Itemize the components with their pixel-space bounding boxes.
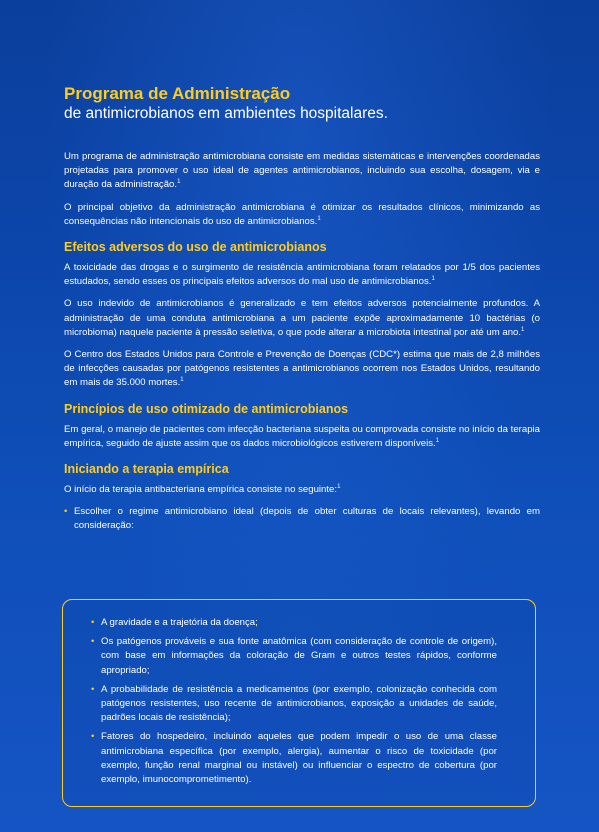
section-heading-principles: Princípios de uso otimizado de antimicrobianos <box>64 401 349 416</box>
bullet-icon: • <box>91 731 95 743</box>
reference-marker: 1 <box>435 437 440 444</box>
list-item: • Escolher o regime antimicrobiano ideal (depois de obter culturas de locais relevantes), levando em consideração: <box>64 506 540 532</box>
page-subtitle: de antimicrobianos em ambientes hospitalares. <box>64 105 388 122</box>
intro-paragraph-2: O principal objetivo da administração antimicrobiana é otimizar os resultados clínicos, minimizando as consequências não intencionais do uso de antimicrobianos.$^1$ <box>64 201 540 227</box>
document-page <box>64 84 540 540</box>
section-heading-effects: Efeitos adversos do uso de antimicrobianos <box>64 240 327 255</box>
reference-marker: 1 <box>180 377 184 384</box>
considerations-box <box>62 599 536 807</box>
principles-paragraph: Em geral, o manejo de pacientes com infecção bacteriana suspeita ou comprovada consiste no início da terapia empírica, seguido de ajuste assim que os dados microbiológicos estiverem disponíveis.$^1$ <box>64 423 540 449</box>
reference-marker: 1 <box>337 483 341 490</box>
bullet-icon: • <box>91 636 95 648</box>
empiric-list <box>64 505 540 533</box>
effects-paragraph-2: O uso indevido de antimicrobianos é generalizado e tem efeitos adversos potencialmente profundos. A administração de uma conduta antimicrobiana a um paciente expõe aproximadamente 10 bactérias (o microbioma) naquele paciente à pressão seletiva, o que pode alterar a microbiota intestinal por até um ano.$^1$ <box>64 298 540 338</box>
list-item: • A probabilidade de resistência a medicamentos (por exemplo, colonização conhecida com patógenos resistentes, uso recente de antimicrobianos, exposição a unidades de saúde, padrões locais de resistência); <box>91 683 497 724</box>
reference-marker: 1 <box>521 326 525 333</box>
reference-marker: 1 <box>317 215 321 222</box>
bullet-icon: • <box>91 617 95 628</box>
bullet-icon: • <box>91 683 95 695</box>
page-title: Programa de Administração <box>64 84 291 103</box>
list-item: • Fatores do hospedeiro, incluindo aqueles que podem impedir o uso de uma classe antimicrobiana específica (por exemplo, alergia), aumentar o risco de toxicidade (por exemplo, função renal marginal ou instável) ou influenciar o espectro de cobertura (por exemplo, imunocomprometimento). <box>91 731 497 786</box>
intro-paragraph-1: Um programa de administração antimicrobiana consiste em medidas sistemáticas e intervenções coordenadas projetadas para promover o uso ideal de agentes antimicrobianos, incluindo sua escolha, dosagem, via e duração da administração.$^1$ <box>64 151 540 191</box>
considerations-list <box>91 616 497 787</box>
reference-marker: 1 <box>431 276 435 283</box>
empiric-lead: O início da terapia antibacteriana empírica consiste no seguinte:$^1$ <box>64 483 341 496</box>
effects-paragraph-3: O Centro dos Estados Unidos para Controle e Prevenção de Doenças (CDC*) estima que mais de 2,8 milhões de infecções causadas por patógenos resistentes a antimicrobianos ocorrem nos Estados Unidos, resultando em mais de 35.000 mortes.$^1$ <box>64 349 540 389</box>
section-heading-empiric: Iniciando a terapia empírica <box>64 462 229 477</box>
bullet-icon: • <box>64 506 68 518</box>
effects-paragraph-1: A toxicidade das drogas e o surgimento de resistência antimicrobiana foram relatados por 1/5 dos pacientes estudados, sendo esses os principais efeitos adversos do mal uso de antimicrobianos.$^1$ <box>64 262 540 288</box>
list-item: • A gravidade e a trajetória da doença; <box>91 616 497 630</box>
reference-marker: 1 <box>177 179 181 186</box>
list-item: • Os patógenos prováveis e sua fonte anatômica (com consideração de controle de origem), com base em informações da coloração de Gram e outros testes rápidos, conforme apropriado; <box>91 636 497 676</box>
